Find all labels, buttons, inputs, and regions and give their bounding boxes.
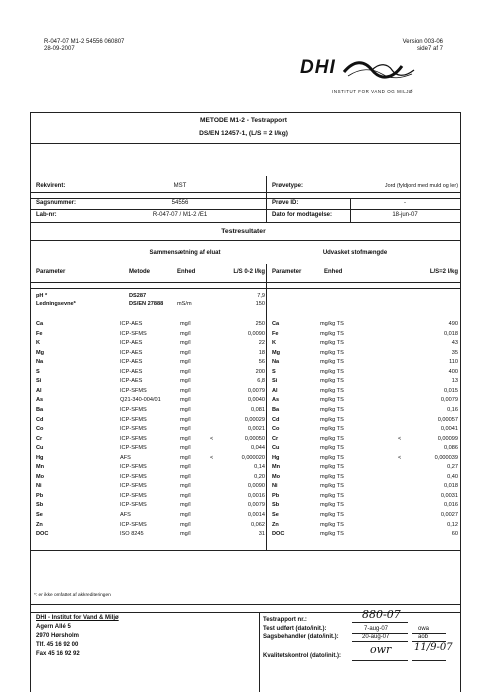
method-cell: ICP-AES [120, 368, 143, 375]
value-cell-2: 43 [451, 340, 458, 347]
parameter-cell-2: Cu [272, 445, 280, 452]
udfort-label: Test udført (dato/init.): [263, 626, 327, 632]
labnr-label: Lab-nr: [36, 212, 57, 218]
value-cell-2: 490 [448, 321, 458, 327]
value-cell-2: 110 [449, 359, 458, 366]
value-cell-2: 0,0027 [440, 512, 458, 518]
unit-cell: mg/l [180, 445, 191, 452]
method-cell: ICP-SFMS [120, 483, 147, 490]
value-cell: 0,0090 [247, 483, 265, 490]
method-cell: ICP-SFMS [120, 330, 147, 337]
parameter-cell-2: Sb [272, 502, 280, 509]
parameter-cell-2: Fe [272, 330, 279, 337]
unit-cell-2: mg/kg TS [320, 416, 344, 423]
udfort-date: 7-aug-07 [364, 626, 389, 632]
dato-value: 18-jun-07 [392, 212, 418, 218]
parameter-cell: Al [36, 387, 42, 394]
value-cell: 0,0016 [247, 492, 265, 499]
parameter-cell-2: Ba [272, 406, 280, 413]
unit-cell-2: mg/kg TS [320, 445, 344, 452]
document-date: 28-09-2007 [44, 46, 75, 52]
value-cell: 0,0021 [247, 426, 265, 433]
qualifier-cell: < [210, 454, 214, 461]
value-cell-2: 0,40 [447, 473, 458, 480]
unit-cell: mg/l [180, 426, 191, 433]
value-cell-2: 0,015 [444, 387, 458, 394]
parameter-cell-2: Zn [272, 521, 279, 528]
table-row [0, 426, 487, 433]
col-enhed-2: Enhed [324, 269, 343, 275]
unit-cell-2: mg/kg TS [320, 321, 344, 327]
unit-cell-2: mg/kg TS [320, 473, 344, 480]
unit-cell-2: mg/kg TS [320, 368, 344, 375]
method-cell: Q21-340-004/01 [120, 397, 161, 404]
value-cell: 200 [255, 368, 265, 375]
parameter-cell-2: Ca [272, 321, 280, 327]
table-row [0, 493, 487, 500]
value-cell: 0,0079 [247, 502, 265, 509]
sagsbehandler-date: 20-aug-07 [362, 634, 390, 640]
method-cell: ICP-AES [120, 359, 143, 366]
parameter-cell: Mg [36, 349, 45, 356]
table-row [0, 350, 487, 357]
unit-cell: mg/l [180, 349, 191, 356]
unit-cell-2: mg/kg TS [320, 387, 344, 394]
parameter-cell: DOC [36, 531, 49, 538]
unit-cell: mg/l [180, 416, 191, 423]
testrapport-label: Testrapport nr.: [263, 617, 307, 623]
parameter-cell: pH * [36, 293, 48, 299]
prove-id-label: Prøve ID: [272, 200, 299, 206]
unit-cell: mS/m [177, 301, 192, 307]
document-reference: R-047-07 M1-2 54556 060807 [44, 39, 125, 45]
unit-cell: mg/l [180, 502, 191, 509]
dhi-logo [300, 56, 420, 100]
table-row [0, 522, 487, 529]
method-cell: ICP-SFMS [120, 435, 147, 442]
value-cell: 6,8 [257, 378, 265, 385]
table-row [0, 474, 487, 481]
parameter-cell: Hg [36, 454, 44, 461]
unit-cell-2: mg/kg TS [320, 502, 344, 509]
method-cell: ICP-AES [120, 340, 143, 347]
unit-cell: mg/l [180, 531, 191, 538]
logo-wordmark: DHI [300, 57, 336, 78]
sagsbehandler-label: Sagsbehandler (dato/init.): [263, 634, 339, 640]
unit-cell-2: mg/kg TS [320, 330, 344, 337]
footer-phone: Tlf. 45 16 92 00 [36, 642, 79, 648]
unit-cell: mg/l [180, 330, 191, 337]
value-cell: 0,062 [251, 521, 265, 528]
footnote: *: er ikke omfattet af akkrediteringen [34, 593, 111, 598]
parameter-cell: As [36, 397, 44, 404]
rekvirent-value: MST [173, 183, 187, 189]
kvalitet-date: 11/9-07 [414, 642, 453, 653]
unit-cell-2: mg/kg TS [320, 512, 344, 518]
method-cell: ICP-SFMS [120, 464, 147, 471]
value-cell: 0,081 [251, 406, 265, 413]
footer-fax: Fax 45 16 92 92 [36, 651, 80, 657]
value-cell: 0,044 [251, 445, 265, 452]
qualifier-cell: < [210, 435, 214, 442]
parameter-cell: Na [36, 359, 44, 366]
parameter-cell: Cd [36, 416, 44, 423]
unit-cell-2: mg/kg TS [320, 464, 344, 471]
table-row [0, 397, 487, 404]
value-cell: 0,0040 [247, 397, 265, 404]
col-parameter-2: Parameter [272, 269, 302, 275]
value-cell-2: 0,000039 [434, 454, 458, 461]
parameter-cell-2: Pb [272, 492, 280, 499]
labnr-value: R-047-07 / M1-2 /E1 [152, 212, 208, 218]
value-cell-2: 0,016 [444, 502, 458, 509]
parameter-cell-2: Na [272, 359, 280, 366]
version-label: Version 003-06 [402, 39, 443, 45]
method-cell: ICP-SFMS [120, 492, 147, 499]
qualifier-cell-2: < [398, 435, 402, 442]
unit-cell: mg/l [180, 521, 191, 528]
col-parameter: Parameter [36, 269, 66, 275]
parameter-cell-2: Hg [272, 454, 280, 461]
table-row [0, 369, 487, 376]
left-group-heading: Sammensætning af eluat [149, 250, 221, 256]
method-cell: ICP-AES [120, 349, 143, 356]
parameter-cell-2: As [272, 397, 280, 404]
parameter-cell: Cr [36, 435, 43, 442]
unit-cell: mg/l [180, 321, 191, 327]
method-cell: AFS [120, 454, 131, 461]
parameter-cell: Cu [36, 445, 44, 452]
col-ls: L/S 0-2 l/kg [233, 269, 265, 275]
value-cell: 0,20 [254, 473, 265, 480]
report-standard: DS/EN 12457-1, (L/S = 2 l/kg) [199, 130, 288, 137]
parameter-cell: Zn [36, 521, 43, 528]
parameter-cell: Pb [36, 492, 44, 499]
table-row [0, 378, 487, 385]
parameter-cell-2: DOC [272, 531, 285, 538]
parameter-cell: Mn [36, 464, 45, 471]
footer-org: DHI - Institut for Vand & Miljø [36, 615, 119, 621]
parameter-cell: Co [36, 426, 44, 433]
parameter-cell-2: Ni [272, 483, 278, 490]
table-row [0, 502, 487, 509]
method-cell: DS/EN 27888 [129, 301, 164, 307]
unit-cell: mg/l [180, 359, 191, 366]
value-cell-2: 0,12 [447, 521, 458, 528]
sagsnummer-value: 54556 [171, 200, 189, 206]
table-row [0, 464, 487, 471]
table-row [0, 293, 487, 300]
value-cell: 0,0014 [247, 512, 265, 518]
sagsbehandler-init: aob [418, 634, 429, 640]
table-row [0, 531, 487, 538]
value-cell-2: 0,00057 [437, 416, 458, 423]
parameter-cell-2: Co [272, 426, 280, 433]
unit-cell-2: mg/kg TS [320, 521, 344, 528]
value-cell-2: 400 [448, 368, 458, 375]
value-cell: 0,0090 [247, 330, 265, 337]
table-row [0, 321, 487, 328]
table-row [0, 388, 487, 395]
unit-cell: mg/l [180, 435, 191, 442]
parameter-cell: Ni [36, 483, 42, 490]
table-row [0, 301, 487, 308]
parameter-cell: K [36, 340, 41, 347]
unit-cell-2: mg/kg TS [320, 406, 344, 413]
unit-cell: mg/l [180, 378, 191, 385]
value-cell-2: 0,086 [444, 445, 458, 452]
value-cell: 0,000020 [241, 454, 265, 461]
method-cell: ICP-SFMS [120, 387, 147, 394]
unit-cell: mg/l [180, 454, 191, 461]
page-number: side7 af 7 [416, 46, 443, 52]
value-cell-2: 35 [451, 349, 458, 356]
method-cell: ICP-SFMS [120, 416, 147, 423]
method-cell: ICP-SFMS [120, 502, 147, 509]
unit-cell-2: mg/kg TS [320, 492, 344, 499]
value-cell: 18 [258, 349, 265, 356]
col-metode: Metode [129, 269, 150, 275]
report-title: METODE M1-2 - Testrapport [200, 117, 287, 124]
table-row [0, 340, 487, 347]
parameter-cell: Si [36, 378, 42, 385]
value-cell: 0,00050 [244, 435, 265, 442]
unit-cell-2: mg/kg TS [320, 483, 344, 490]
method-cell: ICP-AES [120, 321, 143, 327]
parameter-cell-2: Se [272, 512, 279, 518]
parameter-cell-2: Mn [272, 464, 281, 471]
unit-cell-2: mg/kg TS [320, 531, 344, 538]
table-row [0, 512, 487, 519]
unit-cell-2: mg/kg TS [320, 349, 344, 356]
unit-cell: mg/l [180, 483, 191, 490]
unit-cell-2: mg/kg TS [320, 340, 344, 347]
value-cell: 7,9 [257, 293, 265, 299]
unit-cell: mg/l [180, 340, 191, 347]
table-row [0, 359, 487, 366]
logo-wave-icon [342, 58, 418, 82]
method-cell: ISO 8245 [120, 531, 144, 538]
parameter-cell-2: Al [272, 387, 278, 394]
method-cell: ICP-SFMS [120, 521, 147, 528]
parameter-cell-2: Mo [272, 473, 281, 480]
method-cell: DS287 [129, 293, 147, 299]
value-cell-2: 0,0041 [440, 426, 458, 433]
parameter-cell: Fe [36, 330, 43, 337]
value-cell: 0,0079 [247, 387, 265, 394]
value-cell-2: 0,00099 [437, 435, 458, 442]
value-cell: 0,00029 [244, 416, 265, 423]
table-row [0, 455, 487, 462]
section-title: Testresultater [221, 228, 266, 235]
prove-id-value: - [404, 200, 406, 206]
col-ls-2: L/S=2 l/kg [429, 269, 458, 275]
qualifier-cell-2: < [398, 454, 402, 461]
value-cell: 250 [255, 321, 265, 327]
right-group-heading: Udvasket stofmængde [322, 250, 388, 256]
unit-cell-2: mg/kg TS [320, 435, 344, 442]
logo-tagline: INSTITUT FOR VAND OG MILJØ [332, 89, 414, 94]
value-cell-2: 0,27 [447, 464, 458, 471]
value-cell: 22 [258, 340, 265, 347]
unit-cell: mg/l [180, 368, 191, 375]
value-cell: 150 [255, 301, 265, 307]
table-row [0, 483, 487, 490]
method-cell: ICP-SFMS [120, 406, 147, 413]
method-cell: ICP-AES [120, 378, 143, 385]
parameter-cell-2: Mg [272, 349, 281, 356]
udfort-init: owa [418, 626, 430, 632]
value-cell: 0,14 [254, 464, 265, 471]
unit-cell-2: mg/kg TS [320, 426, 344, 433]
col-enhed: Enhed [177, 269, 196, 275]
table-row [0, 407, 487, 414]
value-cell: 56 [258, 359, 265, 366]
value-cell-2: 0,16 [447, 406, 458, 413]
value-cell-2: 0,018 [444, 330, 458, 337]
value-cell-2: 0,018 [444, 483, 458, 490]
unit-cell: mg/l [180, 512, 191, 518]
parameter-cell: Se [36, 512, 43, 518]
unit-cell-2: mg/kg TS [320, 378, 344, 385]
parameter-cell-2: Cd [272, 416, 280, 423]
unit-cell: mg/l [180, 397, 191, 404]
parameter-cell: Ba [36, 406, 44, 413]
parameter-cell: Mo [36, 473, 45, 480]
unit-cell-2: mg/kg TS [320, 454, 344, 461]
dato-label: Dato for modtagelse: [272, 212, 333, 218]
unit-cell: mg/l [180, 387, 191, 394]
method-cell: AFS [120, 512, 131, 518]
unit-cell-2: mg/kg TS [320, 359, 344, 366]
parameter-cell: S [36, 368, 40, 375]
rekvirent-label: Rekvirent: [36, 183, 66, 189]
unit-cell: mg/l [180, 406, 191, 413]
parameter-cell-2: K [272, 340, 277, 347]
method-cell: ICP-SFMS [120, 473, 147, 480]
footer-address-1: Agern Allé 5 [36, 624, 71, 630]
parameter-cell-2: Si [272, 378, 278, 385]
table-row [0, 331, 487, 338]
method-cell: ICP-SFMS [120, 426, 147, 433]
parameter-cell-2: S [272, 368, 276, 375]
kvalitet-signature: owr [370, 643, 392, 656]
table-row [0, 417, 487, 424]
kvalitet-label: Kvalitetskontrol (dato/init.): [263, 653, 341, 659]
method-cell: ICP-SFMS [120, 445, 147, 452]
testrapport-value: 880-07 [362, 608, 401, 621]
table-row [0, 445, 487, 452]
value-cell-2: 13 [451, 378, 458, 385]
parameter-cell: Ledningsevne* [36, 301, 76, 307]
unit-cell-2: mg/kg TS [320, 397, 344, 404]
unit-cell: mg/l [180, 464, 191, 471]
unit-cell: mg/l [180, 473, 191, 480]
value-cell-2: 0,0079 [440, 397, 458, 404]
footer-address-2: 2970 Hørsholm [36, 633, 80, 639]
unit-cell: mg/l [180, 492, 191, 499]
value-cell: 31 [258, 531, 265, 538]
parameter-cell-2: Cr [272, 435, 279, 442]
value-cell-2: 0,0031 [440, 492, 458, 499]
provetype-label: Prøvetype: [272, 183, 304, 189]
table-row [0, 436, 487, 443]
parameter-cell: Sb [36, 502, 44, 509]
parameter-cell: Ca [36, 321, 44, 327]
value-cell-2: 60 [451, 531, 458, 538]
provetype-value: Jord (fyldjord med muld og ler) [384, 183, 458, 189]
sagsnummer-label: Sagsnummer: [36, 200, 77, 206]
